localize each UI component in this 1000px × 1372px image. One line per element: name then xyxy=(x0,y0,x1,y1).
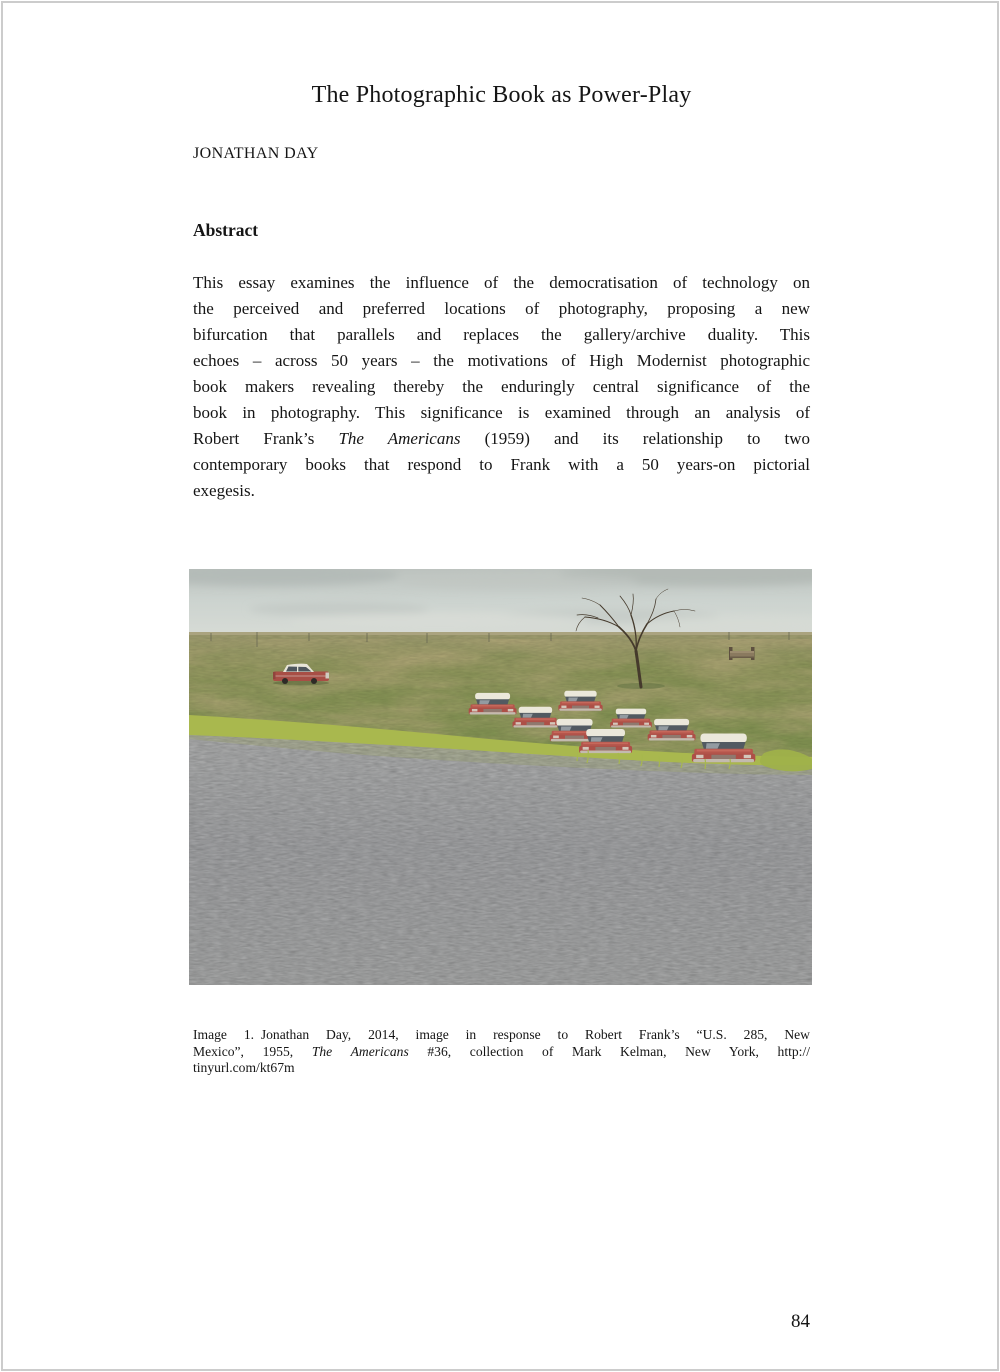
text-segment: Robert Frank’s xyxy=(193,429,339,448)
abstract-heading: Abstract xyxy=(193,220,259,240)
abstract-line: echoes – across 50 years – the motivations of High Modernist photographic xyxy=(193,351,810,370)
text-segment: #36, collection of Mark Kelman, New York, http:// xyxy=(408,1043,810,1059)
abstract-line: bifurcation that parallels and replaces the gallery/archive duality. This xyxy=(193,325,810,344)
text-segment: (1959) and its relationship to two xyxy=(460,429,810,448)
author-name: JONATHAN DAY xyxy=(193,145,319,162)
photo-water-texture xyxy=(189,729,812,985)
abstract-line xyxy=(193,426,810,452)
caption-line: tinyurl.com/kt67m xyxy=(193,1060,295,1076)
page-title: The Photographic Book as Power-Play xyxy=(311,82,692,108)
caption-line: Image 1. Jonathan Day, 2014, image in response to Robert Frank’s “U.S. 285, New xyxy=(193,1027,810,1042)
book-title-italic: The Americans xyxy=(311,1043,409,1059)
photo-flooded-cars xyxy=(189,569,812,985)
text-segment: Mexico”, 1955, xyxy=(193,1043,312,1059)
abstract-line: the perceived and preferred locations of photography, proposing a new xyxy=(193,299,810,318)
abstract-line: book in photography. This significance is examined through an analysis of xyxy=(193,403,810,422)
abstract-line: book makers revealing thereby the enduringly central significance of the xyxy=(193,377,810,396)
abstract-line: contemporary books that respond to Frank with a 50 years-on pictorial xyxy=(193,455,810,474)
caption-line xyxy=(193,1044,810,1061)
page-number: 84 xyxy=(791,1311,810,1332)
figure-photo xyxy=(189,569,812,985)
abstract-line: exegesis. xyxy=(193,481,255,500)
figure-caption xyxy=(193,1027,810,1077)
abstract-line: This essay examines the influence of the democratisation of technology on xyxy=(193,273,810,292)
abstract-paragraph xyxy=(193,270,810,504)
book-title-italic: The Americans xyxy=(338,429,461,448)
